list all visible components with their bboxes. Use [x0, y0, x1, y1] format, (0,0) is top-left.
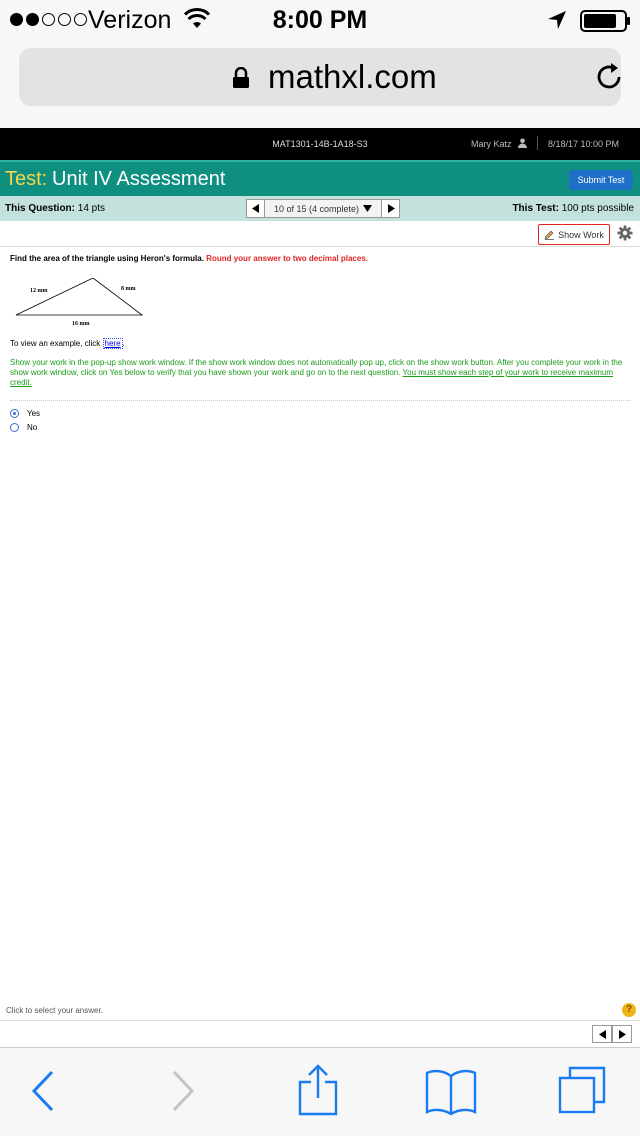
side-bottom-label: 16 mm [72, 321, 90, 327]
question-toolbar [0, 221, 640, 247]
battery-icon [580, 10, 632, 37]
user-name[interactable]: Mary Katz [471, 139, 512, 149]
back-icon[interactable] [30, 1068, 56, 1119]
browser-address-area [0, 40, 640, 128]
url-text: mathxl.com [268, 58, 437, 95]
user-icon[interactable] [518, 138, 527, 150]
show-work-button[interactable] [538, 224, 610, 245]
test-title-bar [0, 160, 640, 196]
location-arrow-icon [547, 10, 567, 35]
side-left-label: 12 mm [30, 288, 48, 294]
example-line: To view an example, click here . [10, 339, 125, 348]
share-icon[interactable] [298, 1064, 338, 1121]
footer-next-button[interactable] [612, 1025, 632, 1043]
browser-toolbar [0, 1047, 640, 1136]
this-test-points: This Test: 100 pts possible [512, 203, 634, 214]
rounding-instruction: Round your answer to two decimal places. [206, 254, 368, 263]
dropdown-arrow-icon [363, 205, 372, 212]
test-title: Unit IV Assessment [52, 168, 226, 190]
question-prompt [10, 254, 630, 263]
footer-pager [592, 1025, 632, 1043]
test-label: Test: [5, 168, 48, 190]
address-bar[interactable] [19, 48, 621, 106]
triangle-right-icon [387, 204, 395, 213]
question-navigator [246, 199, 400, 218]
option-label: Yes [27, 409, 41, 418]
forward-icon[interactable] [170, 1068, 196, 1119]
status-hint: Click to select your answer. [6, 1006, 103, 1015]
header-datetime: 8/18/17 10:00 PM [548, 139, 620, 149]
divider [10, 397, 630, 401]
next-question-button[interactable] [381, 199, 400, 218]
footer-previous-button[interactable] [592, 1025, 612, 1043]
show-work-emphasis: You must show each step of your work to receive maximum credit. [10, 368, 613, 387]
status-bar [0, 0, 640, 40]
this-question-points: This Question: 14 pts [5, 203, 106, 214]
footer-divider [0, 1020, 640, 1021]
question-position: 10 of 15 (4 complete) [273, 203, 360, 214]
question-select[interactable] [265, 199, 381, 218]
show-work-instructions: Show your work in the pop-up show work window. If the show work window does not automatically pop up, click on the show work button. After you complete your work in the show work window, click on Yes below to verify that you have shown your work and go on to the next question. You must show each step of your work to receive maximum credit. [10, 358, 623, 387]
tabs-icon[interactable] [558, 1066, 608, 1121]
carrier-name: Verizon [88, 6, 172, 34]
show-work-label: Show Work [558, 229, 604, 240]
radio-no[interactable] [10, 423, 19, 432]
question-info-bar [0, 196, 640, 221]
question-text: Find the area of the triangle using Heron's formula. [10, 254, 204, 263]
example-link[interactable]: here [104, 339, 121, 348]
header-divider [537, 136, 538, 150]
bookmarks-icon[interactable] [425, 1068, 477, 1121]
side-right-label: 8 mm [121, 286, 136, 292]
answer-option-yes[interactable] [10, 409, 40, 418]
triangle-left-icon [252, 204, 260, 213]
gear-icon[interactable] [617, 225, 633, 246]
previous-question-button[interactable] [246, 199, 265, 218]
triangle-figure [10, 278, 150, 328]
clock: 8:00 PM [272, 6, 368, 34]
lock-icon [232, 67, 250, 94]
triangle-right-icon [619, 1030, 626, 1039]
submit-test-button[interactable]: Submit Test [569, 170, 633, 190]
option-label: No [27, 423, 38, 432]
course-header [0, 128, 640, 160]
pencil-icon [544, 230, 555, 240]
reload-icon[interactable] [595, 62, 625, 97]
course-id: MAT1301-14B-1A18-S3 [272, 139, 368, 149]
help-icon[interactable]: ? [622, 1003, 636, 1017]
triangle-left-icon [599, 1030, 606, 1039]
radio-yes[interactable] [10, 409, 19, 418]
answer-option-no[interactable] [10, 423, 37, 432]
